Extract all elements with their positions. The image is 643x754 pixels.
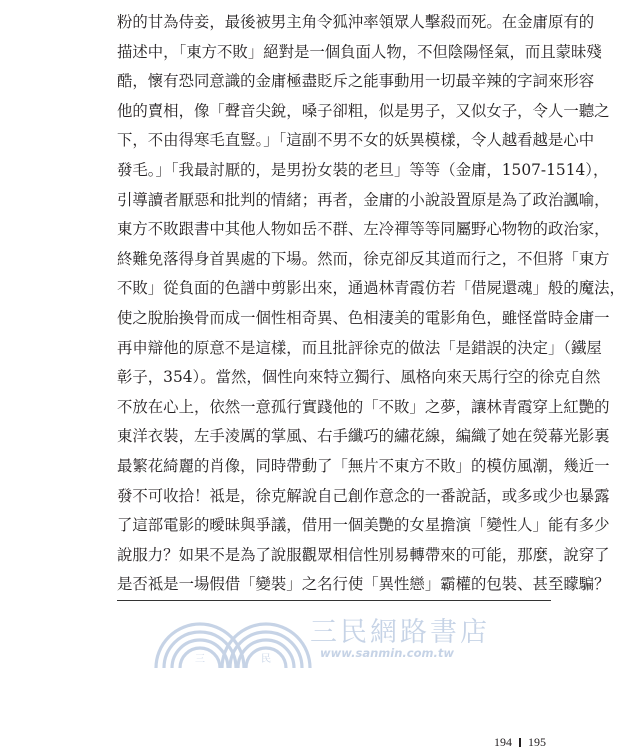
watermark-store-name: 三民網路書店 [310,617,490,648]
body-text-line: 再申辯他的原意不是這樣，而且批評徐克的做法「是錯誤的決定」（鐵屋 [117,338,602,357]
watermark [150,604,500,668]
body-text-line: 酷，懷有恐同意識的金庸極盡貶斥之能事動用一切最辛辣的字詞來形容 [117,72,595,91]
body-text-line: 下，不由得寒毛直豎。」「這副不男不女的妖異模樣，令人越看越是心中 [117,131,595,150]
body-text-line: 東方不敗跟書中其他人物如岳不群、左冷禪等等同屬野心物物的政治家， [117,220,610,239]
body-text [117,8,625,600]
page-number-left: 194 [494,735,512,749]
body-text-line: 了這部電影的曖昧與爭議，借用一個美艷的女星擔演「變性人」能有多少 [117,516,610,535]
body-text-line: 不放在心上，依然一意孤行實踐他的「不敗」之夢，讓林青霞穿上紅艷的 [117,397,610,416]
body-text-line: 描述中，「東方不敗」絕對是一個負面人物，不但陰陽怪氣，而且蒙昧殘 [117,42,602,61]
footnote-rule [117,600,551,601]
body-text-line: 使之脫胎換骨而成一個性相奇異、色相淒美的電影角色，雖怪當時金庸一 [117,308,610,327]
body-text-line: 東洋衣裝，左手淩厲的掌風、右手纖巧的繡花線，編織了她在熒幕光影裏 [117,427,610,446]
watermark-logo-icon [150,604,315,668]
body-text-line: 是否祗是一場假借「變裝」之名行使「異性戀」霸權的包裝、甚至矇騙？ [117,575,610,594]
body-text-line: 發毛。」「我最討厭的，是男扮女裝的老旦」等等（金庸，1507-1514）， [117,160,609,179]
body-text-line: 他的賣相，像「聲音尖銳，嗓子卻粗，似是男子，又似女子，令人一聽之 [117,101,610,120]
body-text-line: 說服力？如果不是為了說服觀眾相信性別易轉帶來的可能，那麼，說穿了 [117,545,610,564]
body-text-line: 最繁花綺麗的肖像，同時帶動了「無片不東方不敗」的模仿風潮，幾近一 [117,456,610,475]
watermark-url: www.sanmin.com.tw [320,646,454,660]
body-text-line: 不敗」從負面的色譜中剪影出來，通過林青霞仿若「借屍還魂」般的魔法， [117,279,625,298]
body-text-line: 引導讀者厭惡和批判的情緒；再者，金庸的小說設置原是為了政治諷喻， [117,190,610,209]
watermark-logo-char-1: 三 [195,654,205,665]
watermark-logo-char-2: 民 [261,654,271,665]
page-number-separator [519,738,521,747]
page-number-right: 195 [528,735,546,749]
body-text-line: 彰子，354）。當然，個性向來特立獨行、風格向來天馬行空的徐克自然 [117,368,601,387]
body-text-line: 終難免落得身首異處的下場。然而，徐克卻反其道而行之，不但將「東方 [117,249,610,268]
body-text-line: 粉的甘為侍妾，最後被男主角令狐沖率領眾人擊殺而死。在金庸原有的 [117,13,595,31]
body-text-line: 發不可收拾！祗是，徐克解說自己創作意念的一番說話，或多或少也暴露 [117,486,610,505]
